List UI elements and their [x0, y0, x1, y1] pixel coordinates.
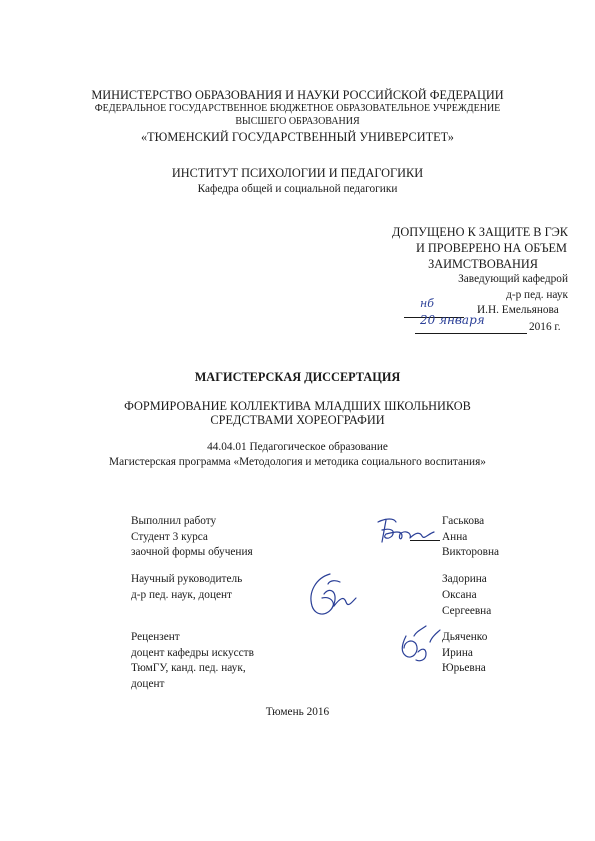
student-role-line3: заочной формы обучения — [131, 546, 253, 558]
supervisor-signature — [300, 568, 364, 622]
approval-line3: ЗАИМСТВОВАНИЯ — [428, 257, 538, 271]
institute-name: ИНСТИТУТ ПСИХОЛОГИИ И ПЕДАГОГИКИ — [171, 166, 424, 180]
supervisor-role-line2: д-р пед. наук, доцент — [131, 589, 232, 601]
institution-type-line1: ФЕДЕРАЛЬНОЕ ГОСУДАРСТВЕННОЕ БЮДЖЕТНОЕ ОБРАЗОВАТЕЛЬНОЕ УЧРЕЖДЕНИЕ — [94, 103, 501, 114]
department-name: Кафедра общей и социальной педагогики — [197, 183, 398, 195]
reviewer-role-line2: доцент кафедры искусств — [131, 647, 254, 659]
student-role-line2: Студент 3 курса — [131, 531, 208, 543]
reviewer-name-line1: Дьяченко — [442, 631, 488, 643]
year-suffix: 2016 г. — [529, 321, 561, 333]
reviewer-role-line3: ТюмГУ, канд. пед. наук, — [131, 662, 246, 674]
topic-line1: ФОРМИРОВАНИЕ КОЛЛЕКТИВА МЛАДШИХ ШКОЛЬНИКОВ — [124, 399, 471, 413]
supervisor-role-line1: Научный руководитель — [131, 573, 243, 585]
student-role-line1: Выполнил работу — [131, 515, 217, 527]
head-name: И.Н. Емельянова — [477, 304, 559, 316]
document-kind: МАГИСТЕРСКАЯ ДИССЕРТАЦИЯ — [194, 370, 401, 384]
topic-line2: СРЕДСТВАМИ ХОРЕОГРАФИИ — [210, 413, 385, 427]
program: Магистерская программа «Методология и методика социального воспитания» — [109, 456, 486, 468]
reviewer-signature — [392, 622, 444, 668]
reviewer-role-line4: доцент — [131, 678, 165, 690]
specialty: 44.04.01 Педагогическое образование — [207, 441, 388, 453]
supervisor-name-line2: Оксана — [442, 589, 477, 601]
city-year: Тюмень 2016 — [265, 706, 330, 718]
head-degree: д-р пед. наук — [506, 289, 568, 301]
handwritten-date: 20 января — [420, 313, 485, 327]
supervisor-name-line3: Сергеевна — [442, 605, 492, 617]
head-title: Заведующий кафедрой — [458, 273, 568, 285]
student-signature — [372, 512, 442, 548]
university-name: «ТЮМЕНСКИЙ ГОСУДАРСТВЕННЫЙ УНИВЕРСИТЕТ» — [141, 130, 454, 144]
approval-line2: И ПРОВЕРЕНО НА ОБЪЕМ — [415, 241, 567, 255]
institution-type-line2: ВЫСШЕГО ОБРАЗОВАНИЯ — [235, 116, 360, 127]
reviewer-name-line2: Ирина — [442, 647, 473, 659]
reviewer-name-line3: Юрьевна — [442, 662, 486, 674]
ministry-line: МИНИСТЕРСТВО ОБРАЗОВАНИЯ И НАУКИ РОССИЙСКОЙ ФЕДЕРАЦИИ — [91, 88, 504, 102]
student-name-line1: Гаськова — [442, 515, 485, 527]
student-name-line2: Анна — [442, 531, 468, 543]
student-name-line3: Викторовна — [442, 546, 500, 558]
reviewer-role-line1: Рецензент — [131, 631, 180, 643]
handwritten-initials: нб — [420, 297, 434, 310]
approval-line1: ДОПУЩЕНО К ЗАЩИТЕ В ГЭК — [391, 225, 568, 239]
supervisor-name-line1: Задорина — [442, 573, 487, 585]
